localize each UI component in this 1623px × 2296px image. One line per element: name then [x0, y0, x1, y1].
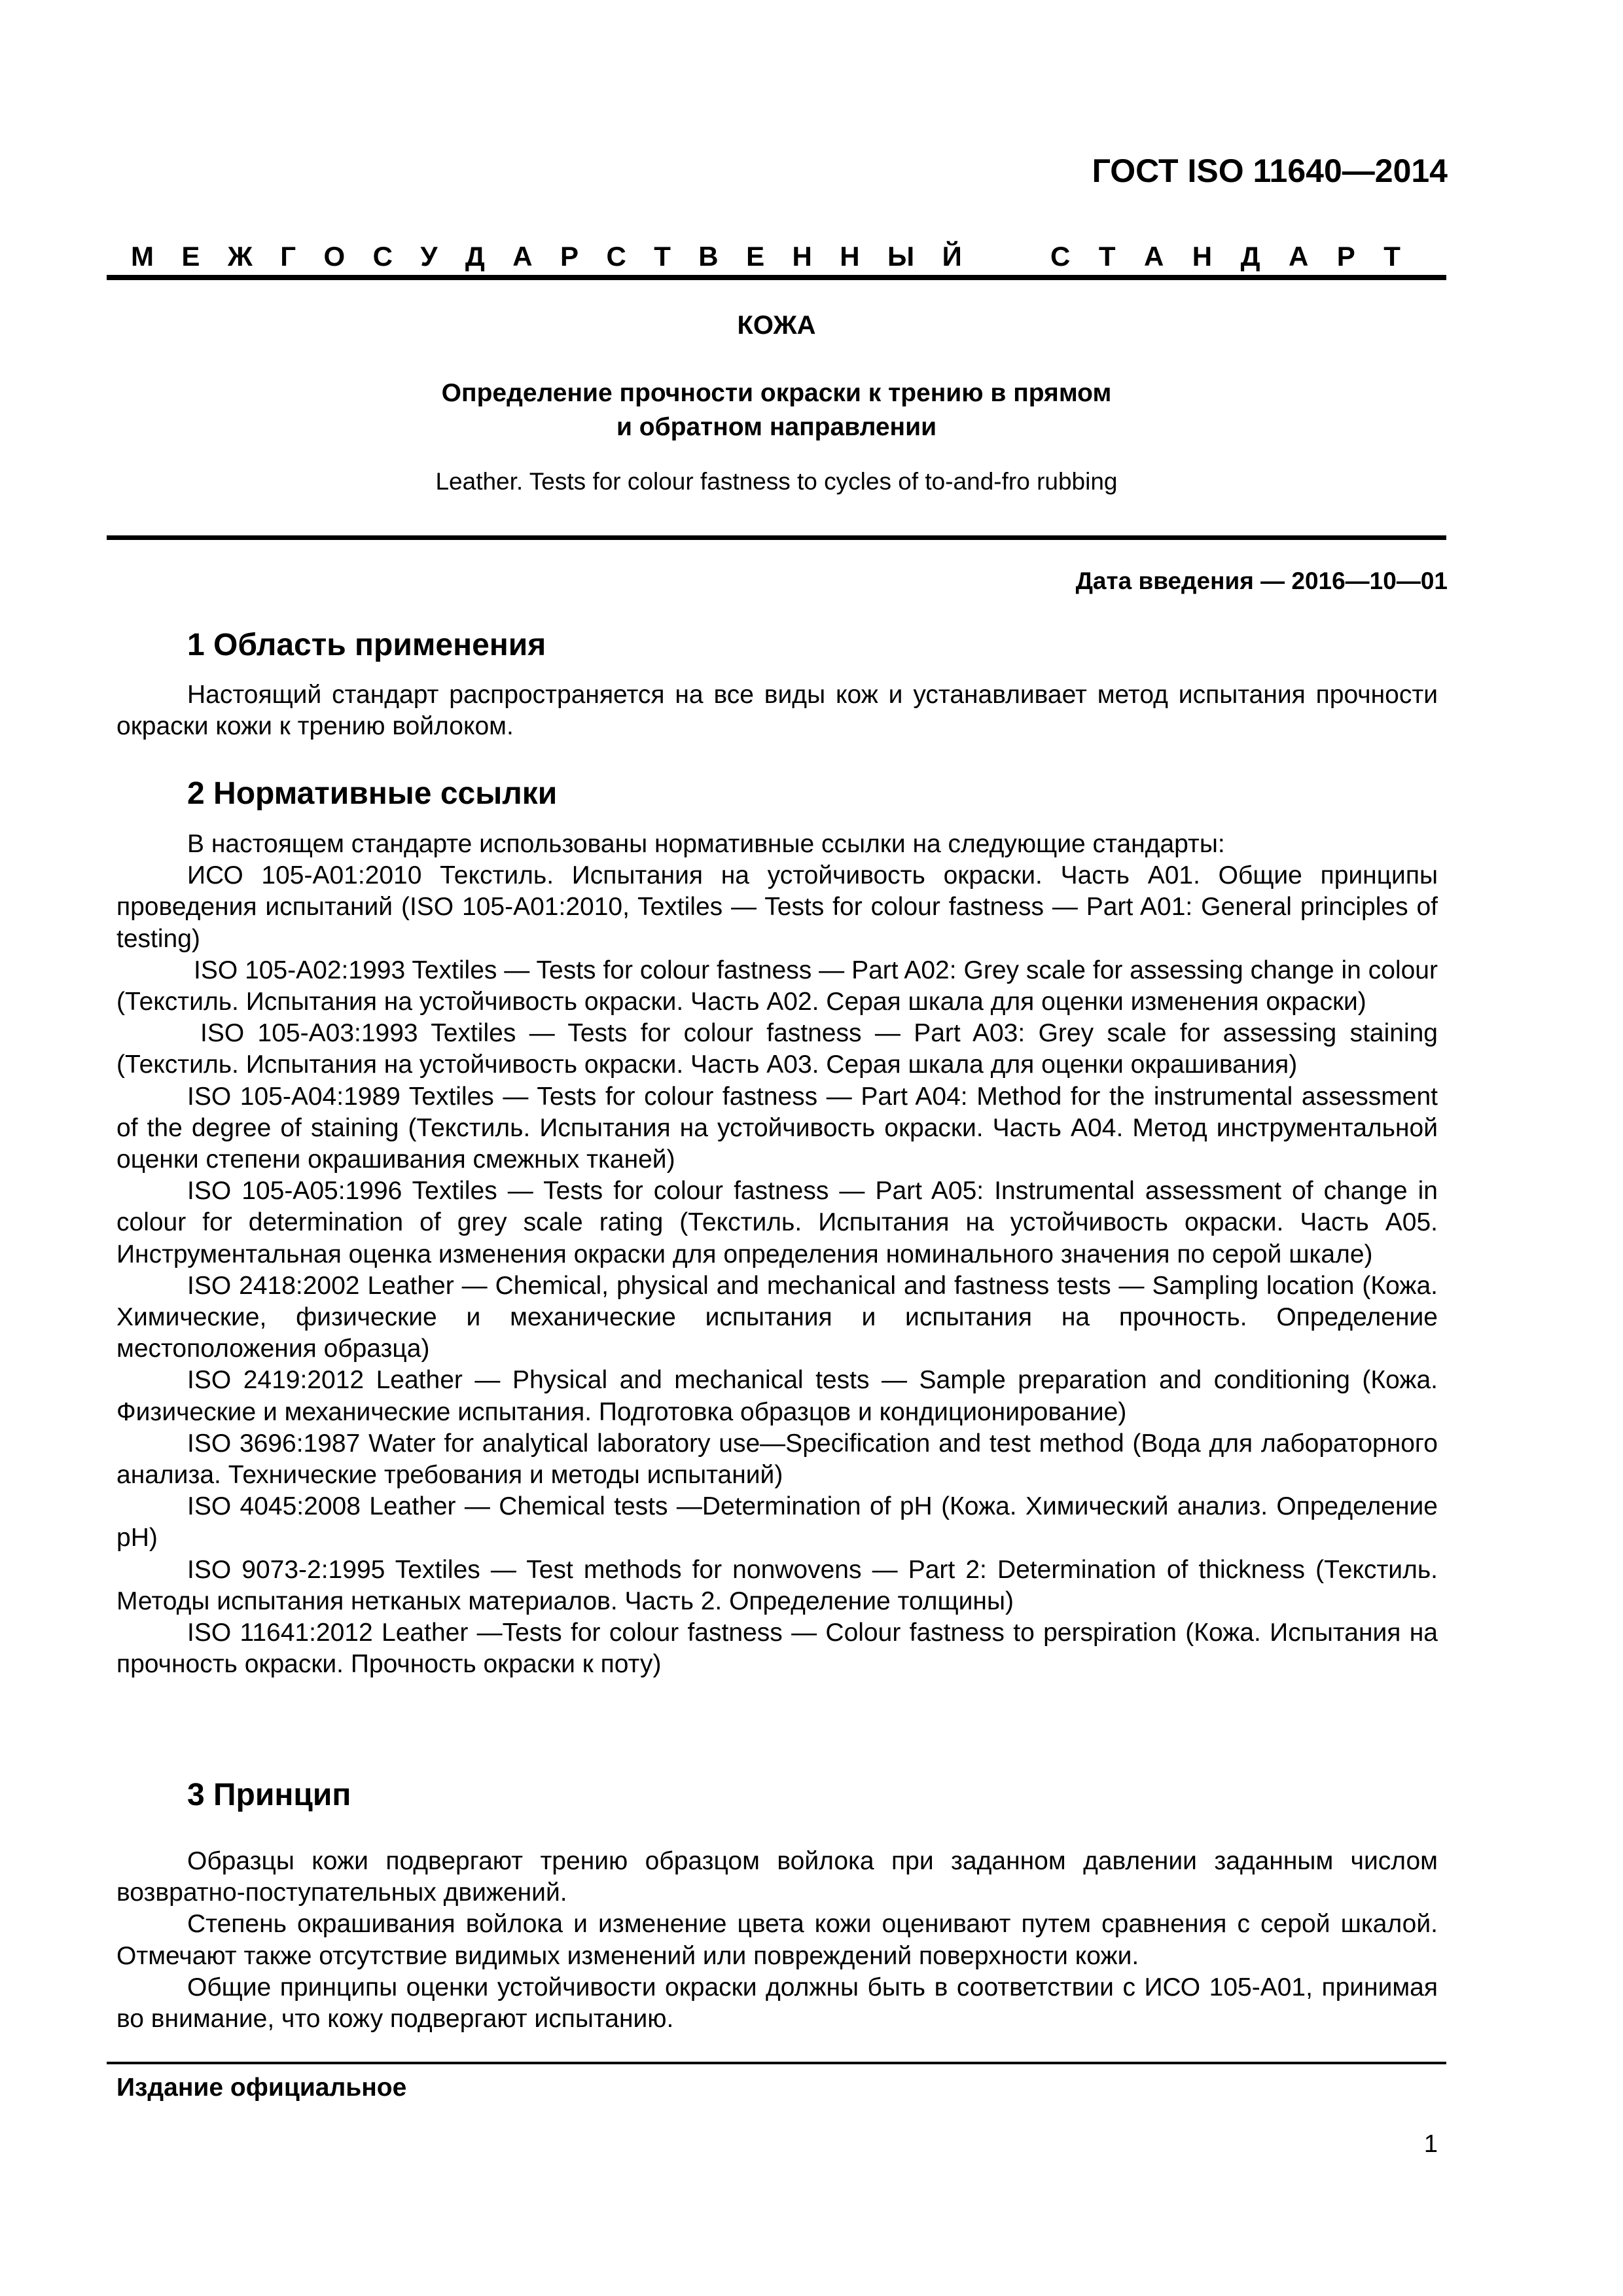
heading-letter: О: [323, 241, 346, 272]
heading-letter: Н: [1192, 241, 1213, 272]
section-heading-scope: 1 Область применения: [187, 628, 546, 662]
heading-letter: С: [372, 241, 393, 272]
section-body-principle: [116, 1846, 1438, 2035]
heading-letter: А: [512, 241, 533, 272]
section-heading-principle: 3 Принцип: [187, 1778, 351, 1812]
official-edition-label: Издание официальное: [116, 2073, 407, 2102]
heading-letter: С: [1050, 241, 1071, 272]
heading-letter: Н: [840, 241, 860, 272]
reference-item: ISO 4045:2008 Leather — Chemical tests —Determination of pH (Кожа. Химический анализ. Определение pH): [116, 1492, 1438, 1552]
heading-letter: У: [420, 241, 438, 272]
footer-divider: [107, 2062, 1446, 2064]
header-divider: [107, 275, 1446, 280]
english-title: Leather. Tests for colour fastness to cycles of to-and-fro rubbing: [435, 468, 1118, 495]
subtitle-line: и обратном направлении: [616, 413, 937, 441]
heading-letter: В: [698, 241, 719, 272]
reference-item: ISO 105-A02:1993 Textiles — Tests for colour fastness — Part A02: Grey scale for assessing change in colour (Текстиль. Испытания на устойчивость окраски. Часть A02. Серая шкала для оценки изменения окраски): [116, 956, 1438, 1016]
reference-item: ISO 105-A05:1996 Textiles — Tests for colour fastness — Part A05: Instrumental assessment of change in colour for determination of grey scale rating (Текстиль. Испытания на устойчивость окраски. Часть A05. Инструментальная оценка изменения окраски для определения номинального значения по серой шкале): [116, 1177, 1438, 1268]
reference-item: ISO 2418:2002 Leather — Chemical, physical and mechanical and fastness tests — Sampling location (Кожа. Химические, физические и механические испытания и испытания на прочность. Определение местоположения образца): [116, 1271, 1438, 1363]
heading-letter: А: [1143, 241, 1164, 272]
heading-letter: Р: [1336, 241, 1355, 272]
title-divider: [107, 535, 1446, 540]
interstate-standard-heading: [131, 241, 1400, 272]
standard-word: [1050, 241, 1400, 272]
heading-letter: Й: [942, 241, 962, 272]
section-body-scope: [116, 679, 1438, 742]
document-subtitle: [107, 376, 1446, 444]
reference-item: ISO 3696:1987 Water for analytical laboratory use—Specification and test method (Вода для лабораторного анализа. Технические требования и методы испытаний): [116, 1429, 1438, 1490]
paragraph: Общие принципы оценки устойчивости окраски должны быть в соответствии с ИСО 105-A01, принимая во внимание, что кожу подвергают испытанию.: [116, 1973, 1438, 2034]
heading-letter: Ы: [887, 241, 915, 272]
introduction-date: Дата введения — 2016—10—01: [1075, 567, 1448, 594]
heading-letter: Т: [1383, 241, 1400, 272]
paragraph: Образцы кожи подвергают трению образцом войлока при заданном давлении заданным числом возвратно-поступательных движений.: [116, 1847, 1438, 1907]
heading-letter: Н: [792, 241, 812, 272]
paragraph: Настоящий стандарт распространяется на все виды кож и устанавливает метод испытания прочности окраски кожи к трению войлоком.: [116, 681, 1438, 741]
paragraph: Степень окрашивания войлока и изменение цвета кожи оценивают путем сравнения с серой шкалой. Отмечают также отсутствие видимых изменений или повреждений поверхности кожи.: [116, 1910, 1438, 1970]
section-body-references: [116, 829, 1438, 1680]
subtitle-line: Определение прочности окраски к трению в прямом: [441, 379, 1112, 407]
heading-letter: Т: [654, 241, 671, 272]
document-code: ГОСТ ISO 11640—2014: [1092, 152, 1448, 189]
heading-letter: Д: [1240, 241, 1260, 272]
heading-letter: Т: [1098, 241, 1116, 272]
page-number: 1: [1423, 2130, 1438, 2158]
section-heading-references: 2 Нормативные ссылки: [187, 776, 558, 811]
reference-item: ISO 9073-2:1995 Textiles — Test methods for nonwovens — Part 2: Determination of thickness (Текстиль. Методы испытания нетканых материалов. Часть 2. Определение толщины): [116, 1555, 1438, 1615]
heading-letter: М: [131, 241, 154, 272]
heading-letter: Р: [560, 241, 579, 272]
interstate-word: [131, 241, 962, 272]
reference-item: ISO 105-A04:1989 Textiles — Tests for colour fastness — Part A04: Method for the instrumental assessment of the degree of staining (Текстиль. Испытания на устойчивость окраски. Часть A04. Метод инструментальной оценки степени окрашивания смежных тканей): [116, 1082, 1438, 1174]
reference-item: ИСО 105-A01:2010 Текстиль. Испытания на устойчивость окраски. Часть A01. Общие принципы проведения испытаний (ISO 105-A01:2010, Textiles — Tests for colour fastness — Part A01: General principles of testing): [116, 861, 1438, 953]
reference-item: ISO 11641:2012 Leather —Tests for colour fastness — Colour fastness to perspiration (Кожа. Испытания на прочность окраски. Прочность окраски к поту): [116, 1619, 1438, 1679]
heading-letter: Г: [280, 241, 296, 272]
heading-letter: Д: [465, 241, 485, 272]
heading-letter: Е: [181, 241, 200, 272]
heading-letter: А: [1288, 241, 1309, 272]
paragraph: В настоящем стандарте использованы нормативные ссылки на следующие стандарты:: [187, 830, 1225, 858]
reference-item: ISO 2419:2012 Leather — Physical and mechanical tests — Sample preparation and conditioning (Кожа. Физические и механические испытания. Подготовка образцов и кондиционирование): [116, 1366, 1438, 1426]
heading-letter: Ж: [227, 241, 253, 272]
document-title: КОЖА: [737, 311, 816, 340]
heading-letter: Е: [746, 241, 765, 272]
heading-letter: С: [606, 241, 626, 272]
reference-item: ISO 105-A03:1993 Textiles — Tests for colour fastness — Part A03: Grey scale for assessing staining (Текстиль. Испытания на устойчивость окраски. Часть A03. Серая шкала для оценки окрашивания): [116, 1019, 1438, 1079]
